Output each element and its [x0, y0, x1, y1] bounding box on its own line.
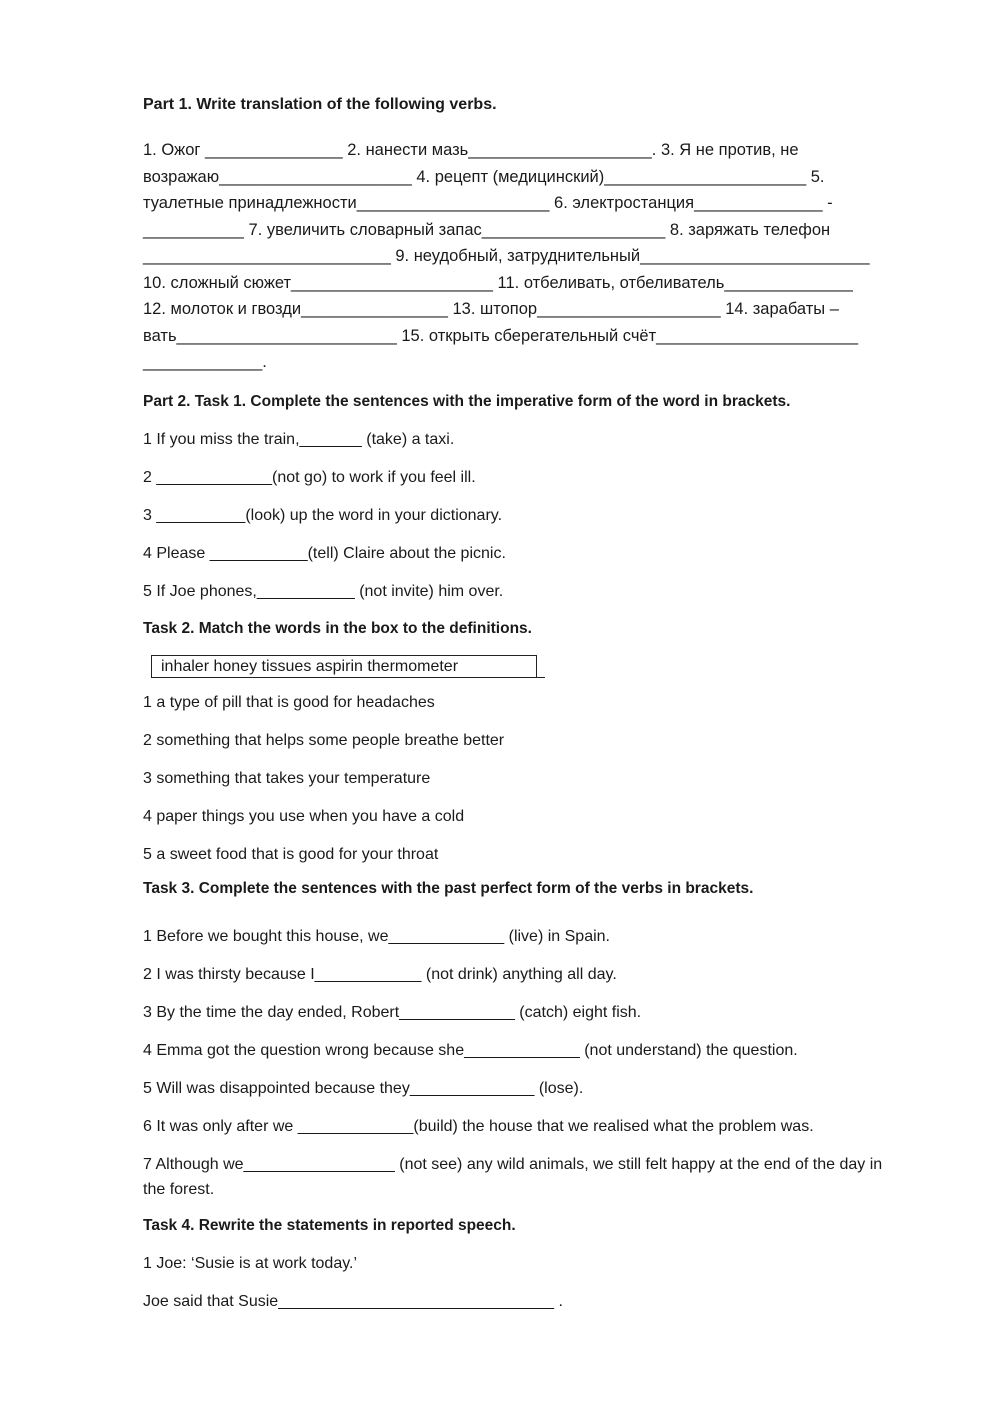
task3-item-continued: the forest.: [143, 1180, 215, 1198]
part2-task1-heading: Part 2. Task 1. Complete the sentences with the imperative form of the word in brackets.: [143, 392, 791, 410]
task1-item: 5 If Joe phones,___________ (not invite) him over.: [143, 582, 504, 600]
part1-line: 1. Ожог _______________ 2. нанести мазь____________________. 3. Я не против, не: [143, 141, 799, 159]
part1-line: 12. молоток и гвозди________________ 13. штопор____________________ 14. зарабаты –: [143, 300, 839, 318]
task4-heading: Task 4. Rewrite the statements in reported speech.: [143, 1216, 516, 1234]
task3-item: 6 It was only after we _____________(build) the house that we realised what the problem was.: [143, 1117, 814, 1135]
task3-item: 4 Emma got the question wrong because she_____________ (not understand) the question.: [143, 1041, 798, 1059]
task1-item: 4 Please ___________(tell) Claire about the picnic.: [143, 544, 506, 562]
part1-line: ___________________________ 9. неудобный, затруднительный_________________________: [143, 247, 870, 265]
part1-line: вать________________________ 15. открыть сберегательный счёт______________________: [143, 326, 859, 345]
task3-item: 3 By the time the day ended, Robert_____________ (catch) eight fish.: [143, 1003, 642, 1021]
part1-translation-block: [143, 137, 933, 376]
word-box-row: [143, 655, 943, 679]
task1-item: 3 __________(look) up the word in your dictionary.: [143, 506, 503, 524]
task3-heading: Task 3. Complete the sentences with the past perfect form of the verbs in brackets.: [143, 879, 754, 897]
task2-item: 5 a sweet food that is good for your throat: [143, 845, 439, 863]
part1-line: туалетные принадлежности_____________________ 6. электростанция______________ -: [143, 194, 833, 212]
task1-item: 2 _____________(not go) to work if you feel ill.: [143, 468, 476, 486]
task4-answer-line: Joe said that Susie_______________________________ .: [143, 1292, 563, 1310]
part1-line: ___________ 7. увеличить словарный запас____________________ 8. заряжать телефон: [143, 220, 831, 239]
box-underline: [537, 677, 545, 678]
part1-line: _____________.: [143, 353, 267, 371]
task3-item: 7 Although we_________________ (not see) any wild animals, we still felt happy at the end of the day in: [143, 1155, 883, 1173]
word-box: inhaler honey tissues aspirin thermometer: [151, 655, 537, 678]
task2-heading: Task 2. Match the words in the box to the definitions.: [143, 619, 532, 637]
task3-item: 5 Will was disappointed because they______________ (lose).: [143, 1079, 584, 1097]
part1-line: 10. сложный сюжет______________________ 11. отбеливать, отбеливатель______________: [143, 273, 853, 292]
task4-item: 1 Joe: ‘Susie is at work today.’: [143, 1254, 358, 1272]
task3-item: 1 Before we bought this house, we_____________ (live) in Spain.: [143, 927, 610, 945]
task2-item: 1 a type of pill that is good for headaches: [143, 693, 435, 711]
task3-item: 2 I was thirsty because I____________ (not drink) anything all day.: [143, 965, 617, 983]
part1-line: возражаю_____________________ 4. рецепт (медицинский)______________________ 5.: [143, 167, 825, 186]
worksheet-page: [143, 94, 943, 1313]
task2-item: 4 paper things you use when you have a cold: [143, 807, 465, 825]
task2-item: 2 something that helps some people breathe better: [143, 731, 505, 749]
task1-item: 1 If you miss the train,_______ (take) a taxi.: [143, 430, 455, 448]
part1-heading: Part 1. Write translation of the following verbs.: [143, 96, 497, 113]
task2-item: 3 something that takes your temperature: [143, 769, 431, 787]
